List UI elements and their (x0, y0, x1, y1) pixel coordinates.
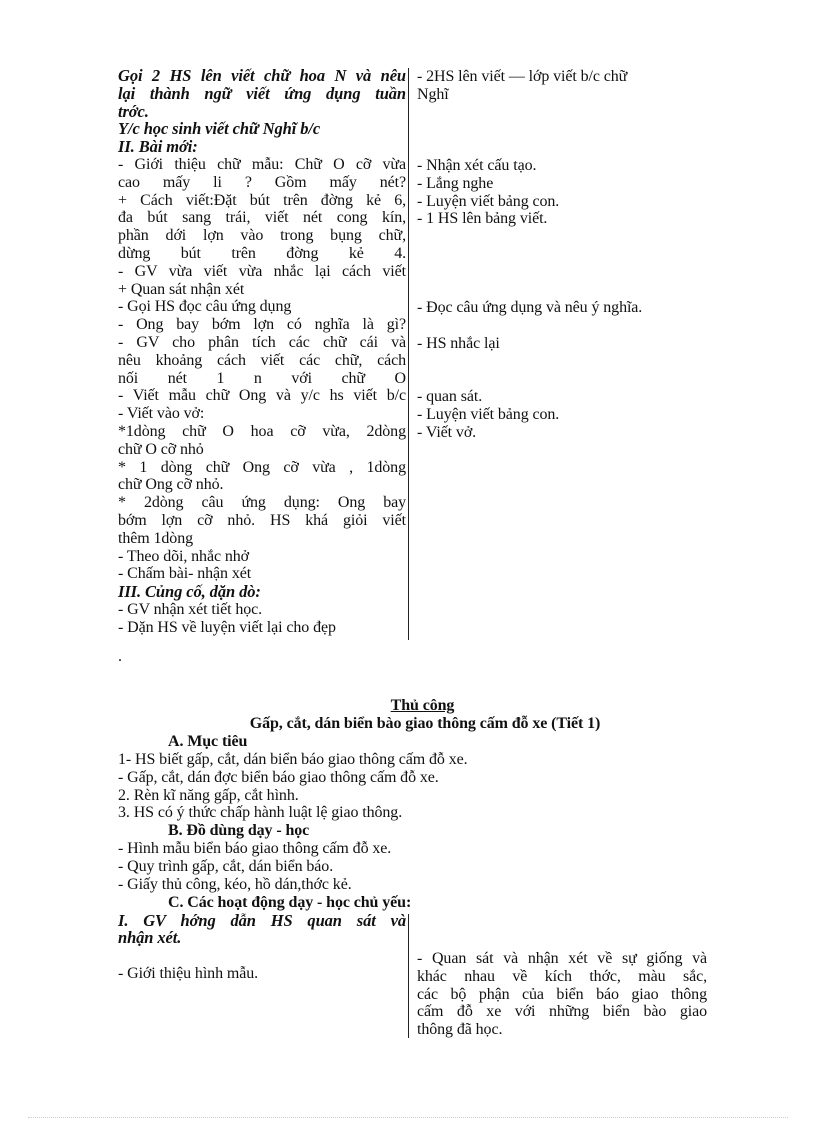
teacher-activity-line: - GV nhận xét tiết học. (118, 600, 263, 618)
teacher-activity-line: - Theo dõi, nhắc nhở (118, 547, 250, 565)
teacher-activity-line: - GV vừa viết vừa nhắc lại cách viết (118, 262, 406, 280)
teacher-activity-line: - Ong bay bớm lợn có nghĩa là gì? (118, 316, 406, 334)
teacher-activity-line: lại thành ngữ viết ứng dụng tuần (118, 83, 406, 103)
objective-item: 1- HS biết gấp, cắt, dán biển báo giao thông cấm đỗ xe. (118, 751, 468, 768)
student-observation-line: cấm đỗ xe với những biển bào giao (417, 1003, 707, 1021)
teacher-activity-line: - Viết mẫu chữ Ong và y/c hs viết b/c (118, 387, 406, 405)
objective-item: 3. HS có ý thức chấp hành luật lệ giao thông. (118, 804, 403, 822)
activity-table-teacher-column (118, 912, 406, 983)
material-item: - Quy trình gấp, cắt, dán biển báo. (118, 857, 334, 875)
student-activity-line: - quan sát. (417, 388, 483, 406)
lesson-title: Gấp, cắt, dán biển bào giao thông cấm đỗ xe (Tiết 1) (249, 715, 601, 732)
teacher-activity-line: chữ Ong cỡ nhỏ. (118, 476, 224, 494)
teacher-activity-line: - GV cho phân tích các chữ cái và (118, 333, 406, 351)
material-item: - Hình mẫu biển báo giao thông cấm đỗ xe. (118, 840, 392, 857)
objectives-list (118, 751, 538, 822)
subject-heading: Thủ công (390, 697, 455, 714)
teacher-activity-line: + Quan sát nhận xét (118, 280, 245, 298)
teacher-activity-line: - Dặn HS về luyện viết lại cho đẹp (118, 618, 336, 636)
activity-item: - Giới thiệu hình mẫu. (118, 965, 259, 982)
teacher-activity-line: *1dòng chữ O hoa cỡ vừa, 2dòng (118, 422, 406, 440)
activity-heading-line: I. GV hớng dẫn HS quan sát và (118, 911, 406, 930)
activity-table-student-column (417, 950, 707, 1039)
student-activity-line: Nghĩ (417, 85, 449, 103)
heading-activities: C. Các hoạt động dạy - học chủ yếu: (168, 894, 412, 911)
student-activity-line: - HS nhắc lại (417, 335, 500, 352)
teacher-activity-line: bớm lợn cỡ nhỏ. HS khá giỏi viết (118, 511, 406, 529)
teacher-activity-line: trớc. (118, 101, 149, 121)
teacher-activity-line: - Chấm bài- nhận xét (118, 565, 252, 583)
table-divider-line (408, 68, 409, 640)
stray-dot: . (118, 648, 122, 665)
objective-item: 2. Rèn kĩ năng gấp, cắt hình. (118, 786, 299, 804)
activity-heading-line: nhận xét. (118, 928, 182, 947)
teacher-activity-line: nối nét 1 n với chữ O (118, 369, 406, 387)
page-bottom-dotted-rule (28, 1117, 788, 1118)
teacher-activity-line: * 2dòng câu ứng dụng: Ong bay (118, 494, 406, 512)
student-observation-line: - Quan sát và nhận xét về sự giống và (417, 950, 707, 967)
student-activity-line: - Luyện viết bảng con. (417, 406, 560, 424)
teacher-activity-line: - Viết vào vở: (118, 405, 205, 423)
heading-objectives: A. Mục tiêu (168, 733, 248, 750)
teacher-activity-line: * 1 dòng chữ Ong cỡ vừa , 1dòng (118, 458, 406, 476)
student-activity-line: - Viết vở. (417, 424, 477, 441)
teacher-activity-line: Y/c học sinh viết chữ Nghĩ b/c (118, 119, 321, 139)
material-item: - Giấy thủ công, kéo, hồ dán,thớc kẻ. (118, 875, 352, 893)
teacher-activity-line: - Giới thiệu chữ mẫu: Chữ O cỡ vừa (118, 155, 406, 173)
objective-item: - Gấp, cắt, dán đợc biển báo giao thông cấm đỗ xe. (118, 768, 439, 786)
lesson-table-teacher-column (118, 67, 406, 637)
teacher-activity-line: - Gọi HS đọc câu ứng dụng (118, 298, 292, 316)
table-divider-line (408, 914, 409, 1038)
heading-materials: B. Đồ dùng dạy - học (168, 822, 310, 839)
teacher-activity-line: đa bút sang trái, viết nét cong kín, (118, 209, 406, 227)
student-activity-line: - Đọc câu ứng dụng và nêu ý nghĩa. (417, 299, 643, 317)
teacher-activity-line: + Cách viết:Đặt bút trên đờng kẻ 6, (118, 191, 406, 209)
teacher-activity-line: cao mấy li ? Gồm mấy nét? (118, 173, 406, 191)
teacher-activity-line: Gọi 2 HS lên viết chữ hoa N và nêu (118, 66, 406, 85)
student-activity-line: - 1 HS lên bảng viết. (417, 210, 548, 228)
materials-list (118, 840, 538, 893)
student-activity-line: - Luyện viết bảng con. (417, 192, 560, 210)
student-activity-line: - Lắng nghe (417, 174, 494, 192)
teacher-activity-line: III. Củng cố, dặn dò: (118, 582, 261, 602)
student-activity-line: - Nhận xét cấu tạo. (417, 157, 537, 174)
teacher-activity-line: dừng bút trên đờng kẻ 4. (118, 244, 406, 262)
teacher-activity-line: II. Bài mới: (118, 137, 198, 157)
student-observation-line: thông đã học. (417, 1021, 503, 1039)
student-observation-line: các bộ phận của biển báo giao thông (417, 985, 707, 1003)
teacher-activity-line: thêm 1dòng (118, 529, 193, 547)
teacher-activity-line: phần dới lợn vào trong bụng chữ, (118, 227, 406, 245)
student-activity-line: - 2HS lên viết — lớp viết b/c chữ (417, 68, 628, 85)
teacher-activity-line: nêu khoảng cách viết các chữ, cách (118, 351, 406, 369)
teacher-activity-line: chữ O cỡ nhỏ (118, 440, 204, 458)
student-observation-line: khác nhau về kích thớc, màu sắc, (417, 967, 707, 985)
